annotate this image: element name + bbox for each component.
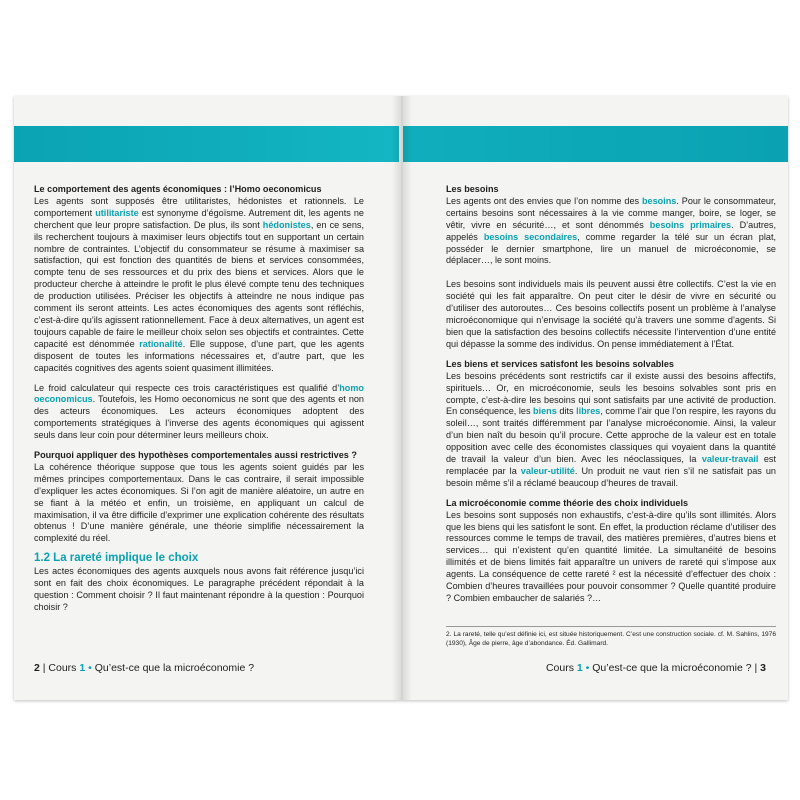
section-heading-rarete: 1.2 La rareté implique le choix	[34, 552, 199, 565]
keyword-utilitariste: utilitariste	[95, 207, 139, 218]
keyword-besoins-primaires: besoins primaires	[649, 219, 732, 230]
keyword-besoins: besoins	[641, 195, 677, 206]
paragraph-besoins: Les agents ont des envies que l’on nomme des besoins. Pour le consommateur, certains besoins sont nécessaires à la vie comme manger, boire, se loger, se vêtir, vivre en sécurité…, et sont dénommés besoins primaires. D’autres, appelés besoins secondaires, comme regarder la télé sur un écran plat, posséder le dernier smartphone, lire un manuel de microéconomie, se déplacer…, le sont moins.	[446, 195, 777, 266]
keyword-valeur-utilite: valeur-utilité	[520, 465, 575, 476]
header-band-right	[403, 126, 788, 162]
page-number-right: 3	[760, 662, 766, 674]
open-book	[14, 96, 788, 700]
footnote: 2. La rareté, telle qu’est définie ici, est située historiquement. C’est une construction sociale. cf. M. Sahlins, 1976 (1930), Âge de pierre, âge d’abondance. Éd. Gallimard.	[446, 626, 776, 648]
section-title-biens-services: Les biens et services satisfont les besoins solvables	[446, 358, 674, 369]
section-title-hypotheses: Pourquoi appliquer des hypothèses comportementales aussi restrictives ?	[34, 450, 357, 461]
footer-right: Cours 1 • Qu’est-ce que la microéconomie ? | 3	[545, 662, 766, 674]
section-title-homo-oeconomicus: Le comportement des agents économiques : l’Homo oeconomicus	[34, 184, 322, 194]
keyword-valeur-travail: valeur-travail	[701, 454, 759, 465]
paragraph-rarete: Les besoins sont supposés non exhaustifs, c’est-à-dire qu’ils sont illimités. Alors que les biens qui les satisfont le sont. En effet, la production réclame d’utiliser des ressources comme le temps de travail, des matières premières, d’autres biens et services… qui n’existent qu’en quantité limitée. La simultanéité de besoins illimités et de biens limités fait apparaître un univers de rareté qui s’impose aux agents. La conséquence de cette rareté ² est la nécessité d’effectuer des choix : Combien d’heures travaillées pour pouvoir consommer ? Quelle quantité produire ? Combien embaucher de salariés ?…	[446, 509, 776, 603]
paragraph-comportement: Les agents sont supposés être utilitaristes, hédonistes et rationnels. Le comportement utilitariste est synonyme d’égoïsme. Autrement dit, les agents ne cherchent que leur propre satisfaction. De plus, ils sont hédonistes, en ce sens, ils recherchent toujours à maximiser leurs objectifs tout en supportant un certain nombre de contraintes. L’objectif du consommateur se résume à maximiser sa satisfaction, qui est fonction des quantités de biens et services consommées, compte tenu de ses ressources et du prix des biens et services. Alors que le producteur cherche à atteindre le profit le plus élevé compte tenu des techniques de production utilisées. Préciser les objectifs à atteindre ne nous indique pas comment ils seront atteints. Les actes économiques des agents sont réfléchis, c’est-à-dire qu’ils agissent rationnellement. Face à deux alternatives, un agent est toujours capable de faire le meilleur choix selon ses objectifs et contraintes. Cette capacité est dénommée rationalité. Elle suppose, d’une part, que les agents disposent de toutes les informations nécessaires et, d’autre part, que les capacités cognitives des agents soient quasiment illimitées.	[34, 195, 364, 373]
keyword-hedonistes: hédonistes	[262, 219, 311, 230]
section-title-theorie-choix: La microéconomie comme théorie des choix individuels	[446, 497, 689, 508]
paragraph-choix: Les actes économiques des agents auxquels nous avons fait référence jusqu’ici sont en fait des choix économiques. Le paragraphe précédent répondait à la question : Comment choisir ? Il faut maintenant répondre à la question : Pourquoi choisir ?	[34, 566, 364, 612]
paragraph-besoins-solvables: Les besoins précédents sont restrictifs car il existe aussi des besoins affectifs, spirituels… Or, en microéconomie, seuls les besoins solvables sont pris en compte, c’est-à-dire les besoins qui sont satisfaits par une activité de production. En conséquence, les biens dits libres, comme l’air que l’on respire, les rayons du soleil…, sont traités différemment par l’analyse microéconomie. Ainsi, la valeur d’un bien naît du besoin qu’il procure. Cette approche de la valeur est en totale opposition avec celle des économistes classiques qui voyaient dans la quantité de travail la valeur d’un bien. Avec les néoclassiques, la valeur-travail est remplacée par la valeur-utilité. Un produit ne vaut rien s’il ne satisfait pas un besoin même s’il a réclamé beaucoup d’heures de travail.	[446, 370, 776, 488]
footer-left: 2 | Cours 1 • Qu’est-ce que la microéconomie ?	[34, 662, 255, 674]
keyword-besoins-secondaires: besoins secondaires	[483, 231, 578, 242]
book-gutter	[392, 96, 412, 700]
keyword-homo-oeconomicus: homo oeconomicus	[34, 382, 364, 405]
paragraph-froid-calculateur: Le froid calculateur qui respecte ces trois caractéristiques est qualifié d’homo oeconomicus. Toutefois, les Homo oeconomicus ne sont que des agents et non des acteurs économiques. Les acteurs économiques adoptent des comportements stratégiques à l’inverse des agents économiques qui agissent seuls dans leur coin pour déterminer leurs meilleurs choix.	[34, 382, 364, 441]
running-title-left: Qu’est-ce que la microéconomie ?	[94, 662, 255, 674]
paragraph-coherence: La cohérence théorique suppose que tous les agents soient guidés par les mêmes principes comportementaux. Dans le cas contraire, il serait impossible d’expliquer les actes économiques. Si l’on agit de manière aléatoire, un autre en se fiant à la météo et enfin, un troisième, en appliquant un calcul de maximisation, il va être difficile d’exprimer une explication cohérente des résultats obtenus ! D’une manière générale, une théorie simplifie nécessairement la complexité du réel.	[34, 461, 364, 544]
keyword-rationalite: rationalité	[139, 338, 183, 349]
keyword-biens: biens	[533, 406, 557, 417]
left-page	[34, 184, 364, 622]
right-page	[446, 184, 776, 613]
running-title-right: Qu’est-ce que la microéconomie ?	[592, 662, 752, 674]
section-title-besoins: Les besoins	[446, 184, 499, 194]
page-number-left: 2	[34, 662, 40, 674]
paragraph-besoins-collectifs: Les besoins sont individuels mais ils peuvent aussi être collectifs. C’est la vie en société qui les fait apparaître. On peut citer le désir de vivre en sécurité ou d’utiliser des autoroutes… Ces besoins collectifs posent un problème à l’analyse microéconomique qui n’envisage la société qu’à travers une somme d’agents. Si bien que la satisfaction des besoins collectifs nécessite l’intervention d’une entité qui dépasse la somme des individus. On pense immédiatement à l’État.	[446, 279, 776, 349]
keyword-libres: libres	[576, 406, 601, 417]
header-band-left	[14, 126, 399, 162]
